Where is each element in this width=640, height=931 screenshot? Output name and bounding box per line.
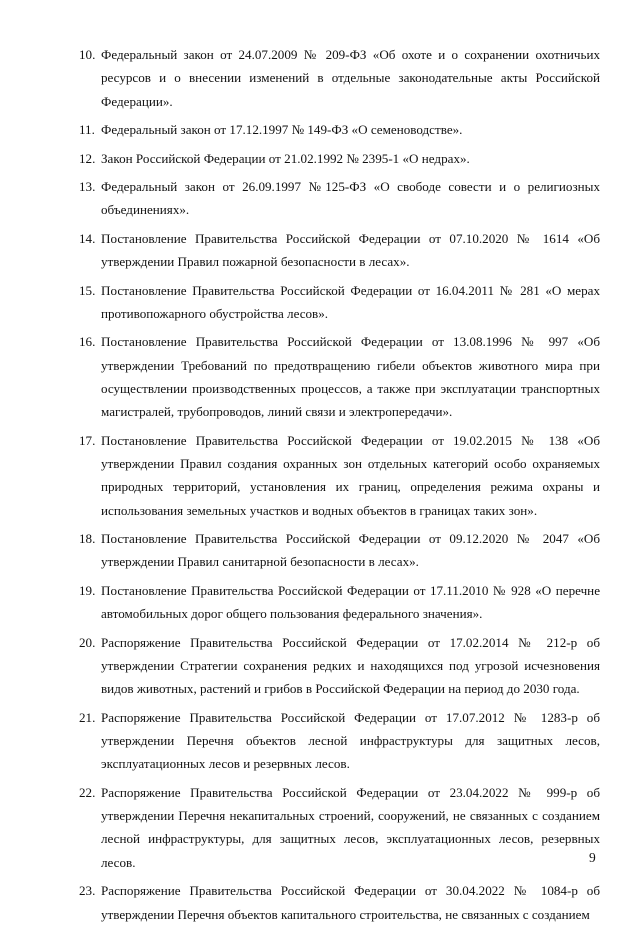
- list-item-text: Постановление Правительства Российской Федерации от 17.11.2010 № 928 «О перечне автомобильных дорог общего пользования федерального значения».: [101, 582, 600, 622]
- list-item-text: Федеральный закон от 24.07.2009 № 209-ФЗ «Об охоте и о сохранении охотничьих ресурсов и о внесении изменений в отдельные законодательные акты Российской Федерации».: [101, 47, 600, 109]
- list-item: [79, 279, 600, 326]
- list-item: [79, 330, 600, 423]
- list-item-text: Распоряжение Правительства Российской Федерации от 17.07.2012 № 1283-р об утверждении Перечня объектов лесной инфраструктуры для защитных лесов, эксплуатационных лесов и резервных лесов.: [101, 709, 600, 772]
- list-item: [79, 631, 600, 701]
- list-item-number: 20.: [79, 634, 96, 650]
- list-item-text: Распоряжение Правительства Российской Федерации от 30.04.2022 № 1084-р об утверждении Перечня объектов капитального строительства, не связанных с созданием: [101, 883, 600, 922]
- list-item-number: 19.: [79, 582, 96, 598]
- list-item: [79, 147, 600, 170]
- list-item-text: Постановление Правительства Российской Федерации от 13.08.1996 № 997 «Об утверждении Требований по предотвращению гибели объектов животного мира при осуществлении производственных процессов, а также при эксплуатации транспортных магистралей, трубопроводов, линий связи и электропередачи».: [101, 334, 600, 420]
- list-item-text: Федеральный закон от 26.09.1997 №125-ФЗ «О свободе совести и о религиозных объединениях».: [101, 179, 600, 218]
- list-item-number: 22.: [79, 784, 96, 800]
- list-item-text: Распоряжение Правительства Российской Федерации от 17.02.2014 № 212-р об утверждении Стратегии сохранения редких и находящихся под угрозой исчезновения видов животных, растений и грибов в Российской Федерации на период до 2030 года.: [101, 634, 600, 697]
- list-item-number: 17.: [79, 432, 96, 448]
- list-item-number: 15.: [79, 282, 96, 298]
- list-item: [79, 118, 600, 141]
- list-item-text: Закон Российской Федерации от 21.02.1992 № 2395-1 «О недрах».: [101, 150, 470, 166]
- list-item: [79, 579, 600, 626]
- list-item: [79, 781, 600, 874]
- list-item-text: Постановление Правительства Российской Федерации от 09.12.2020 № 2047 «Об утверждении Правил санитарной безопасности в лесах».: [101, 531, 600, 570]
- list-item: [79, 706, 600, 776]
- list-item-number: 13.: [79, 179, 96, 195]
- list-item-number: 12.: [79, 150, 96, 166]
- list-item-text: Постановление Правительства Российской Федерации от 16.04.2011 № 281 «О мерах противопожарного обустройства лесов».: [101, 282, 600, 321]
- list-item-text: Распоряжение Правительства Российской Федерации от 23.04.2022 № 999-р об утверждении Перечня некапитальных строений, сооружений, не связанных с созданием лесной инфраструктуры, для защитных лесов, эксплуатационных лесов, резервных лесов.: [101, 784, 600, 870]
- list-item-number: 16.: [79, 334, 96, 350]
- list-item-number: 14.: [79, 230, 96, 246]
- list-item-number: 18.: [79, 531, 96, 547]
- page-number: 9: [589, 850, 596, 865]
- list-item-number: 11.: [79, 122, 95, 138]
- list-item: [79, 527, 600, 574]
- list-item: [79, 429, 600, 522]
- list-item: [79, 43, 600, 113]
- list-item-text: Постановление Правительства Российской Федерации от 19.02.2015 № 138 «Об утверждении Правил создания охранных зон отдельных категорий особо охраняемых природных территорий, установления их границ, определения режима охраны и использования земельных участков и водных объектов в границах таких зон».: [101, 432, 600, 518]
- list-item: [79, 175, 600, 222]
- legal-acts-list: [79, 43, 600, 931]
- list-item-number: 23.: [79, 883, 96, 899]
- list-item-text: Постановление Правительства Российской Федерации от 07.10.2020 № 1614 «Об утверждении Правил пожарной безопасности в лесах».: [101, 230, 600, 270]
- list-item-number: 10.: [79, 47, 96, 62]
- list-item-text: Федеральный закон от 17.12.1997 № 149-ФЗ «О семеноводстве».: [101, 122, 463, 138]
- list-item-number: 21.: [79, 709, 96, 725]
- list-item: [79, 879, 600, 926]
- list-item: [79, 227, 600, 274]
